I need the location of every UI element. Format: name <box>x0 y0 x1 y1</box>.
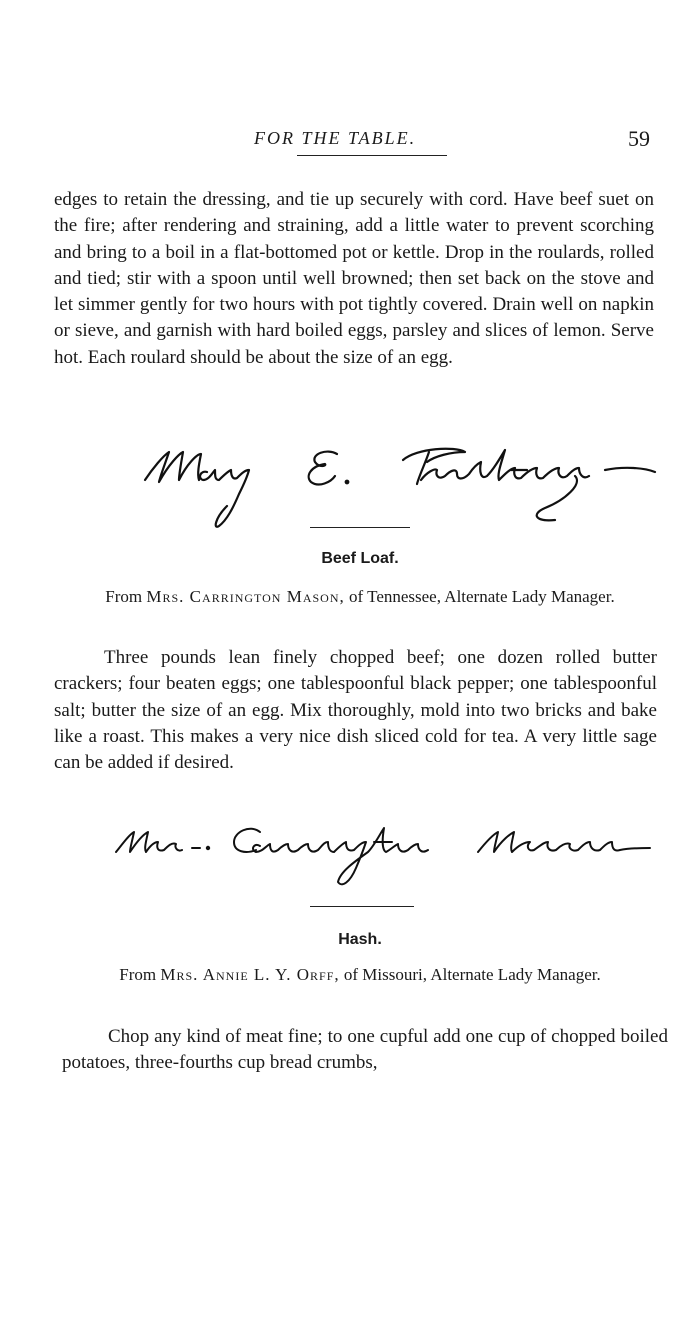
source-name: Mrs. Annie L. Y. Orff, <box>160 965 340 984</box>
recipe-title: Beef Loaf. <box>321 550 399 567</box>
recipe-body: Three pounds lean finely chopped beef; one dozen rolled butter crackers; four beaten eggs; one tablespoonful black pepper; one tablespoonful salt; butter the size of an egg. Mix thoroughly, mold into two bricks and bake like a roast. This makes a very nice dish sliced cold for tea. A very little sage can be added if desired. <box>54 647 657 774</box>
recipe-title: Hash. <box>338 931 382 948</box>
running-title: FOR THE TABLE. <box>254 128 417 148</box>
source-name: Mrs. Carrington Mason, <box>146 587 345 606</box>
header-rule <box>297 155 447 156</box>
section-divider <box>310 906 414 907</box>
recipe-source <box>50 963 670 986</box>
recipe-body: Chop any kind of meat fine; to one cupful add one cup of chopped boiled potatoes, three-fourths cup bread crumbs, <box>62 1026 668 1074</box>
continuation-paragraph: edges to retain the dressing, and tie up securely with cord. Have beef suet on the fire; after rendering and straining, add a little water to prevent scorching and bring to a boil in a flat-bottomed pot or kettle. Drop in the roulards, rolled and tied; stir with a spoon until well browned; then set back on the stove and let simmer gently for two hours with pot tightly covered. Drain well on napkin or sieve, and garnish with hard boiled eggs, parsley and slices of lemon. Serve hot. Each roulard should be about the size of an egg. <box>54 189 654 368</box>
running-head <box>0 124 700 164</box>
source-prefix: From <box>119 965 157 984</box>
source-suffix: of Tennessee, Alternate Lady Manager. <box>349 587 615 606</box>
recipe-source <box>50 585 670 608</box>
page-number: 59 <box>628 126 650 151</box>
signature-mrs-carrington-mason <box>110 812 670 897</box>
section-divider <box>310 527 410 528</box>
source-prefix: From <box>105 587 143 606</box>
source-suffix: of Missouri, Alternate Lady Manager. <box>343 965 601 984</box>
